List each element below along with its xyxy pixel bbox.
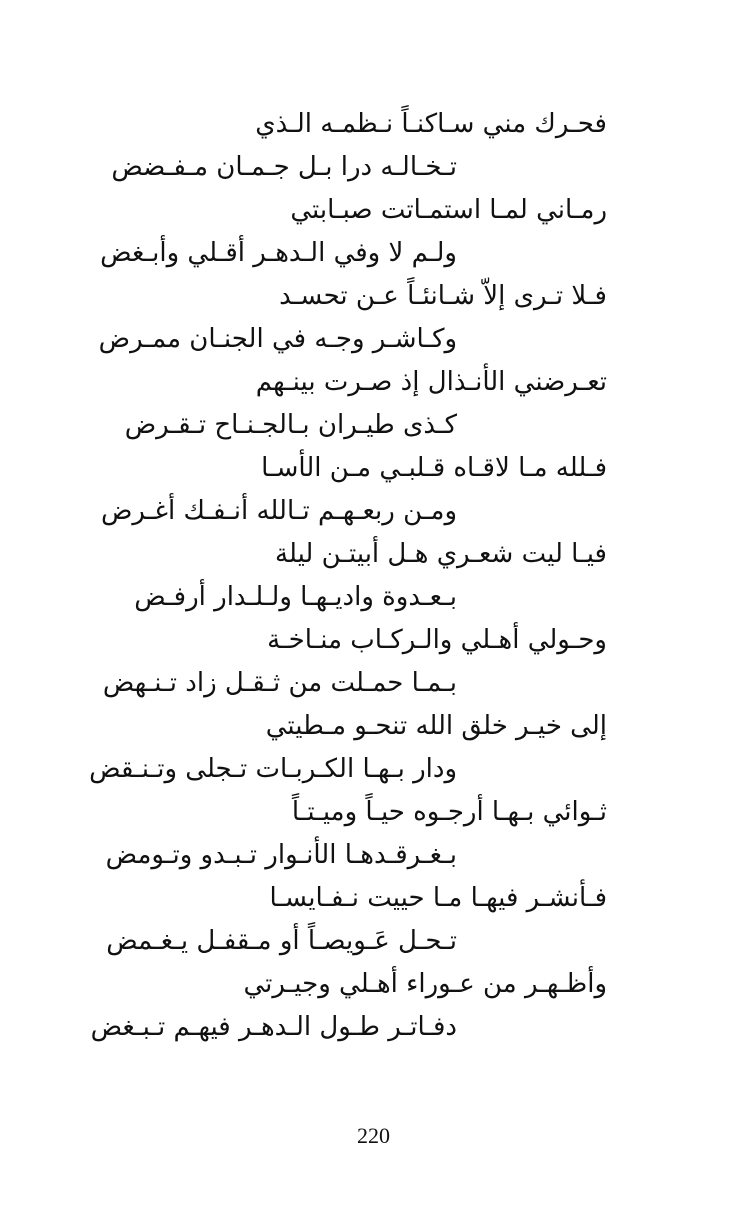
poem-line: تـخـالـه درا بـل جـمـان مـفـضض — [111, 152, 457, 182]
poem-line: فيـا ليت شعـري هـل أبيتـن ليلة — [275, 539, 607, 569]
poem-line: بـعـدوة واديـهـا ولـلـدار أرفـض — [134, 582, 457, 612]
poem-line: فـأنشـر فيهـا مـا حييت نـفـايسـا — [269, 883, 607, 913]
poem-line: تـحـل عَـويصـاً أو مـقفـل يـغـمض — [106, 926, 457, 956]
poem-line: تعـرضني الأنـذال إذ صـرت بينـهم — [255, 367, 607, 397]
poem-line: فـلا تـرى إلاّ شـانئـاً عـن تحسـد — [279, 281, 607, 311]
poem-line: فحـرك مني سـاكنـاً نـظمـه الـذي — [255, 109, 607, 139]
poem-line: وحـولي أهـلي والـركـاب منـاخـة — [267, 625, 607, 655]
poem-line: فـلله مـا لاقـاه قـلبـي مـن الأسـا — [261, 453, 607, 483]
poem-line: دفـاتـر طـول الـدهـر فيهـم تـبـغض — [90, 1012, 457, 1042]
poem-line: ومـن ربعـهـم تـالله أنـفـك أغـرض — [100, 496, 457, 526]
poem-line: كـذى طيـران بـالجـنـاح تـقـرض — [124, 410, 457, 440]
poem-line: رمـاني لمـا استمـاتت صبـابتي — [290, 195, 607, 225]
poem-line: بـمـا حمـلت من ثـقـل زاد تـنـهض — [102, 668, 457, 698]
poem-line: وأظـهـر من عـوراء أهـلي وجيـرتي — [243, 969, 607, 999]
poem-line: بـغـرقـدهـا الأنـوار تـبـدو وتـومض — [105, 840, 457, 870]
poem-line: ولـم لا وفي الـدهـر أقـلي وأبـغض — [100, 238, 457, 268]
poem-line: وكـاشـر وجـه في الجنـان ممـرض — [98, 324, 457, 354]
poem-line: ودار بـهـا الكـربـات تـجلى وتـنـقض — [89, 754, 457, 784]
poem-line: إلى خيـر خلق الله تنحـو مـطيتي — [265, 711, 607, 741]
poem-line: ثـوائي بـهـا أرجـوه حيـاً وميـتـاً — [291, 797, 607, 827]
page-number: 220 — [357, 1123, 390, 1148]
